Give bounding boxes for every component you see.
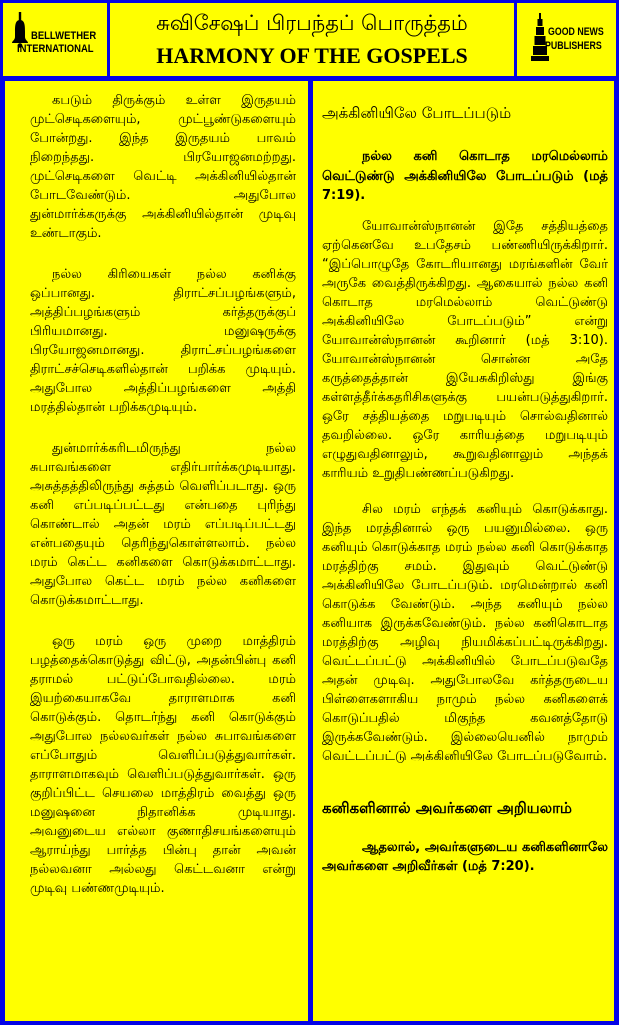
right-column bbox=[313, 81, 614, 1021]
paragraph: ஒரு மரம் ஒரு முறை மாத்திரம் பழத்தைக்கொடுத்து விட்டு, அதன்பின்பு கனி தராமல் பட்டுப்போவதில்லை. மரம் இயற்கையாகவே தாராளமாக கனி கொடுக்கும். தொடர்ந்து கனி கொடுக்கும் அதுபோல நல்லவர்கள் நல்ல சுபாவங்களை எப்போதும் வெளிப்படுத்துவார்கள். தாராளமாகவும் வெளிப்படுத்துவார்கள். ஒரு குறிப்பிட்ட செயலை மாத்திரம் வைத்து ஒரு மனுஷனை நிதானிக்க முடியாது. அவனுடைய எல்லா குணாதிசயங்களையும் ஆராய்ந்து பார்த்த பின்பு தான் அவன் நல்லவனா அல்லது கெட்டவனா என்று முடிவு பண்ணமுடியும். bbox=[30, 634, 296, 896]
section-heading: அக்கினியிலே போடப்படும் bbox=[322, 104, 512, 122]
logo-name-line2: INTERNATIONAL bbox=[17, 43, 94, 55]
paragraph: கபடும் திருக்கும் உள்ள இருதயம் முட்செடிகளையும், முட்பூண்டுகளையும் போன்றது. இந்த இருதயம் பாவம் நிறைந்தது. பிரயோஜனமற்றது. முட்செடிகளை வெட்டி அக்கினியில்தான் போடவேண்டும். அதுபோல துன்மார்க்கருக்கு அக்கினியில்தான் முடிவு உண்டாகும். bbox=[30, 93, 296, 241]
good-news-logo bbox=[517, 3, 616, 76]
paragraph: யோவான்ஸ்நானன் இதே சத்தியத்தை ஏற்கெனவே உபதேசம் பண்ணியிருக்கிறார். “இப்பொழுதே கோடரியானது மரங்களின் வேர் அருகே வைத்திருக்கிறது. ஆகையால் நல்ல கனி கொடாத மரமெல்லாம் வெட்டுண்டு அக்கினியிலே போடப்படும்” என்று யோவான்ஸ்நானன் கூறினார் (மத் 3:10). யோவான்ஸ்நானன் சொன்ன அதே கருத்தைத்தான் இயேசுகிறிஸ்து இங்கு கள்ளத்தீர்க்கதரிசிகளுக்கு பயன்படுத்துகிறார். ஒரே சத்தியத்தை மறுபடியும் சொல்வதினால் தவறில்லை. ஒரே காரியத்தை மறுபடியும் எழுதுவதினாலும், கூறுவதினாலும் அந்தக் காரியம் உறுதிபண்ணப்படுகிறது. bbox=[322, 218, 608, 481]
publisher-name-line2: PUBLISHERS bbox=[545, 40, 602, 52]
paragraph: துன்மார்க்கரிடமிருந்து நல்ல சுபாவங்களை எதிர்பார்க்கமுடியாது. அசுத்தத்திலிருந்து சுத்தம் வெளிப்படாது. ஒரு கனி எப்படிப்பட்டது என்பதை புரிந்து கொண்டால் அதன் மரம் எப்படிப்பட்டது என்பதையும் தெரிந்துகொள்ளலாம். நல்ல மரம் கெட்ட கனிகளை கொடுக்கமாட்டாது. அதுபோல கெட்ட மரம் நல்ல கனிகளை கொடுக்கமாட்டாது. bbox=[30, 441, 296, 608]
left-column bbox=[5, 81, 308, 1021]
section-heading: கனிகளினால் அவர்களை அறியலாம் bbox=[322, 798, 572, 817]
title-english: HARMONY OF THE GOSPELS bbox=[156, 43, 468, 68]
tower-icon bbox=[531, 13, 549, 61]
scripture-verse: ஆதலால், அவர்களுடைய கனிகளினாலே அவர்களை அறிவீர்கள் (மத் 7:20). bbox=[322, 839, 608, 874]
title-tamil: சுவிசேஷப் பிரபந்தப் பொருத்தம் bbox=[156, 11, 468, 35]
publisher-name-line1: GOOD NEWS bbox=[548, 26, 604, 38]
paragraph: நல்ல கிரியைகள் நல்ல கனிக்கு ஒப்பானது. திராட்சப்பழங்களும், அத்திப்பழங்களும் கர்த்தருக்குப் பிரியமானது. மனுஷருக்கு பிரயோஜனமானது. திராட்சப்பழங்களை திராட்சச்செடிகளில்தான் பறிக்க முடியும். அதுபோல அத்திப்பழங்களை அத்தி மரத்தில்தான் பறிக்கமுடியும். bbox=[30, 267, 296, 415]
bellwether-logo bbox=[3, 3, 107, 76]
paragraph: சில மரம் எந்தக் கனியும் கொடுக்காது. இந்த மரத்தினால் ஒரு பயனுமில்லை. ஒரு கனியும் கொடுக்காத மரம் நல்ல கனி கொடுக்காத மரத்திற்கு சமம். இதுவும் வெட்டுண்டு அக்கினியிலே போடப்படும். மரமென்றால் கனி கொடுக்க வேண்டும். அந்த கனியும் நல்ல கனியாக இருக்கவேண்டும். நல்ல கனிகொடாத மரத்திற்கு அழிவு நியமிக்கப்பட்டிருக்கிறது. வெட்டப்பட்டு அக்கினியில் போடப்படுவதே அதன் முடிவு. அதுபோலவே கர்த்தருடைய பிள்ளைகளாகிய நாமும் நல்ல கனிகளைக் கொடுப்பதில் மிகுந்த கவனத்தோடு இருக்கவேண்டும். இல்லையெனில் நாமும் வெட்டப்பட்டு அக்கினியிலே போடப்படுவோம். bbox=[322, 501, 608, 764]
scripture-verse: நல்ல கனி கொடாத மரமெல்லாம் வெட்டுண்டு அக்கினியிலே போடப்படும் (மத் 7:19). bbox=[322, 149, 608, 203]
logo-name-line1: BELLWETHER bbox=[31, 30, 97, 42]
title-banner bbox=[110, 3, 514, 76]
